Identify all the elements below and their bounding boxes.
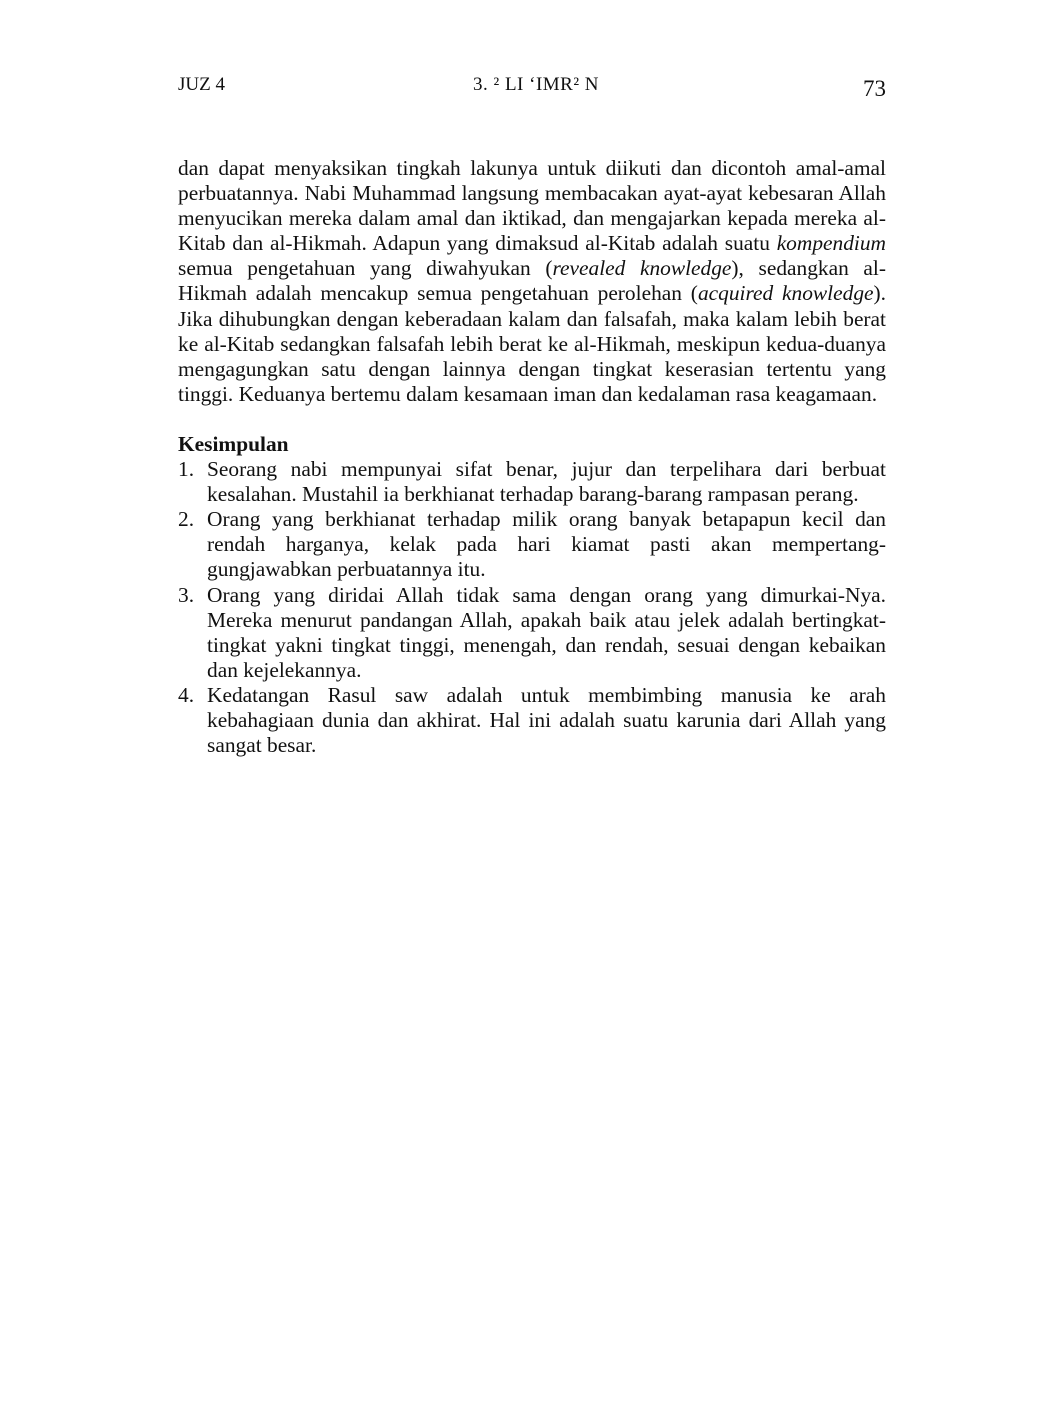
- list-item: [178, 683, 886, 758]
- italic-term: revealed knowledge: [552, 256, 732, 281]
- section-heading: Kesimpulan: [178, 431, 289, 456]
- conclusion-list: [178, 457, 886, 758]
- list-number: 3.: [178, 582, 195, 607]
- paragraph-text: ). Jika dihubungkan dengan keberadaan kalam dan falsafah, maka kalam lebih berat ke al-Kitab sedangkan falsafah lebih berat ke al-Hikmah, meskipun kedua-duanya mengagungkan satu dengan lainnya dengan tingkat keserasian tertentu yang tinggi. Keduanya bertemu dalam kesamaan iman dan kedalaman rasa keagamaan.: [178, 281, 886, 406]
- list-item: [178, 457, 886, 507]
- list-item-text: Orang yang berkhianat terhadap milik orang banyak betapapun kecil dan rendah harganya, kelak pada hari kiamat pasti akan mempertang-gungjawabkan perbuatannya itu.: [207, 507, 886, 582]
- paragraph-text: semua pengetahuan yang diwahyukan (: [178, 256, 553, 281]
- list-item-text: Orang yang diridai Allah tidak sama dengan orang yang dimurkai-Nya. Mereka menurut pandangan Allah, apakah baik atau jelek adalah bertingkat-tingkat yakni tingkat tinggi, menengah, dan rendah, sesuai dengan kebaikan dan kejelekannya.: [207, 582, 886, 682]
- paragraph-text: dan dapat menyaksikan tingkah lakunya untuk diikuti dan dicontoh amal-amal perbuatannya. Nabi Muhammad langsung membacakan ayat-ayat kebesaran Allah menyucikan mereka dalam amal dan iktikad, dan mengajarkan kepada mereka al-Kitab dan al-Hikmah. Adapun yang dimaksud al-Kitab adalah suatu: [178, 156, 886, 256]
- surah-title: 3. ² LI ‘IMR² N: [473, 74, 600, 95]
- list-item-text: Seorang nabi mempunyai sifat benar, jujur dan terpelihara dari berbuat kesalahan. Mustahil ia berkhianat terhadap barang-barang rampasan perang.: [207, 457, 886, 507]
- body-paragraph: [178, 156, 886, 407]
- italic-term: kompendium: [776, 231, 886, 256]
- list-item-text: Kedatangan Rasul saw adalah untuk membimbing manusia ke arah kebahagiaan dunia dan akhirat. Hal ini adalah suatu karunia dari Allah yang sangat besar.: [207, 682, 886, 758]
- paragraph-text: ), sedangkan al-Hikmah adalah mencakup semua pengetahuan perolehan (: [178, 256, 886, 306]
- list-item: [178, 507, 886, 582]
- juz-label: JUZ 4: [178, 74, 225, 95]
- page-number: 73: [863, 76, 886, 101]
- running-header: [178, 72, 886, 106]
- list-item: [178, 583, 886, 683]
- list-number: 2.: [178, 507, 195, 532]
- page-body: [178, 156, 886, 758]
- italic-term: acquired knowledge: [697, 281, 874, 306]
- list-number: 4.: [178, 682, 195, 707]
- list-number: 1.: [178, 457, 195, 482]
